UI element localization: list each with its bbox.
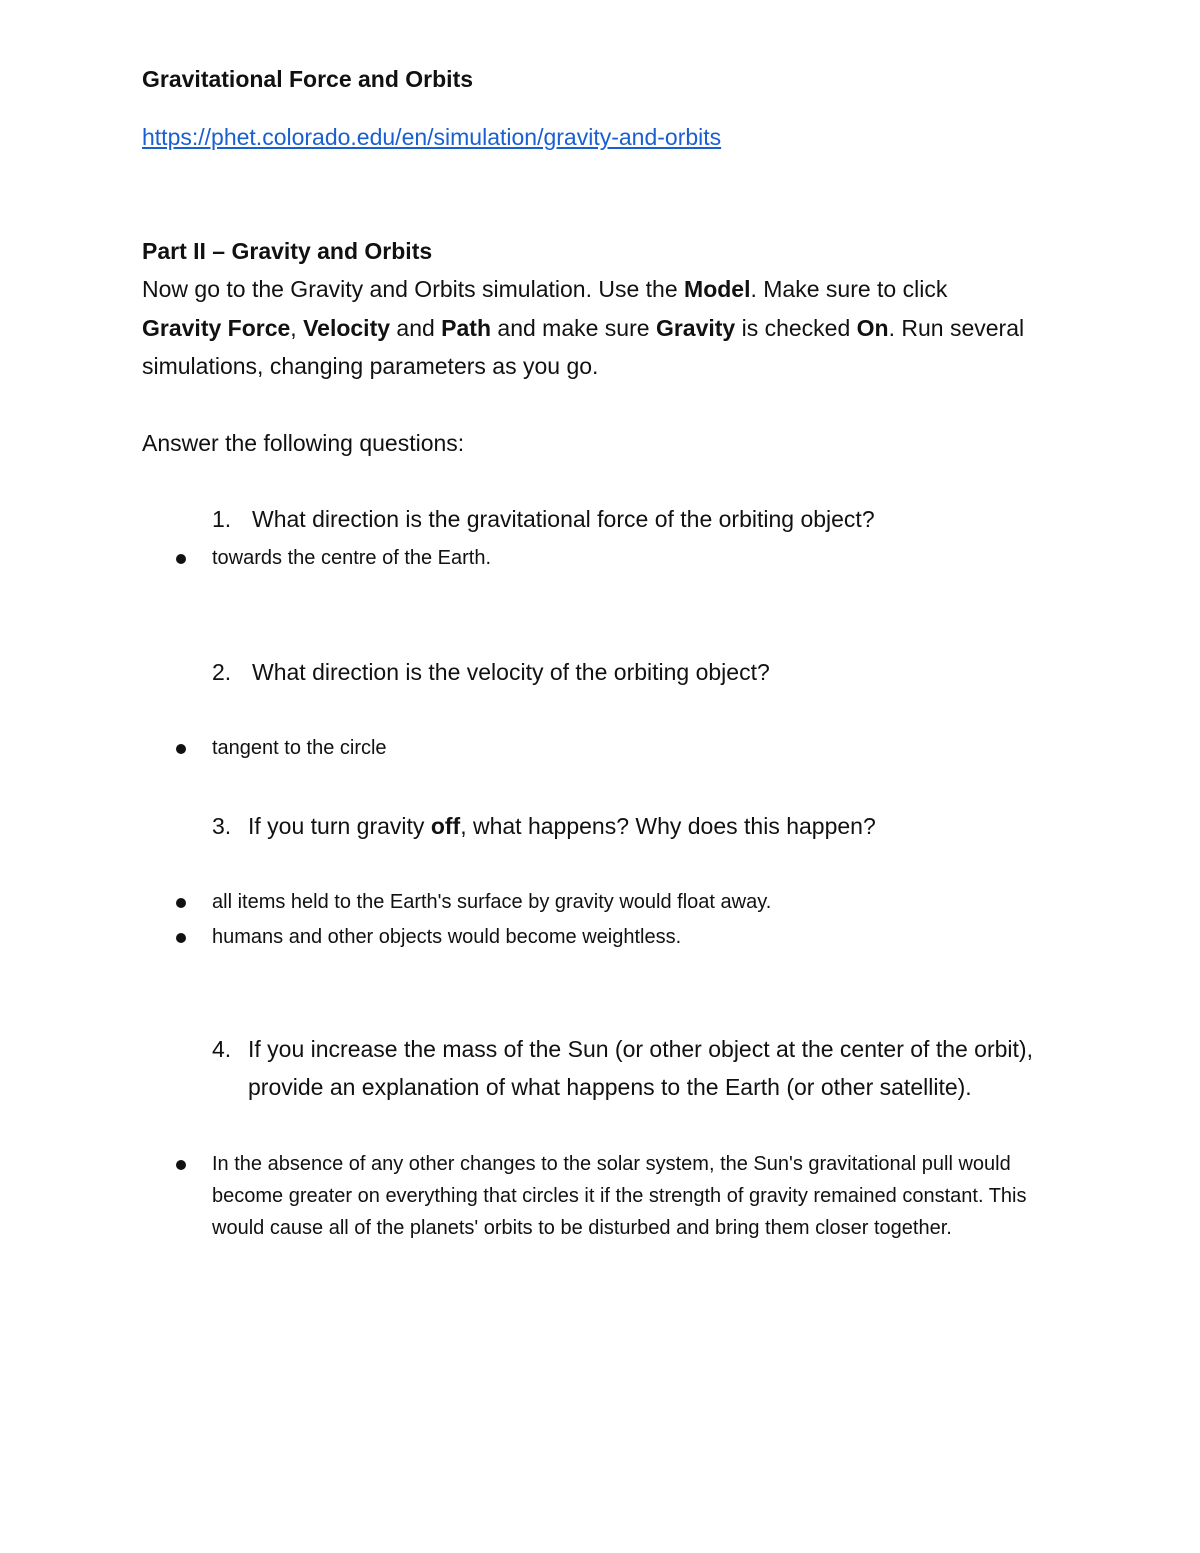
part-heading: Part II – Gravity and Orbits <box>142 238 433 264</box>
question-number: 2. <box>212 659 232 685</box>
instructions-paragraph: Now go to the Gravity and Orbits simulation. Use the Model. Make sure to click Gravity Force, Velocity and Path and make sure Gravity is checked On. Run several simulations, changing parameters as you go. <box>142 276 1025 379</box>
bullet-icon <box>176 898 186 908</box>
answer-text: tangent to the circle <box>212 737 387 759</box>
simulation-link[interactable]: https://phet.colorado.edu/en/simulation/gravity-and-orbits <box>142 124 722 150</box>
bullet-icon <box>176 744 186 754</box>
question-number: 4. <box>212 1036 232 1062</box>
question-number: 3. <box>212 813 232 839</box>
answer-text: towards the centre of the Earth. <box>212 547 492 569</box>
question-text: If you increase the mass of the Sun (or other object at the center of the orbit), provide an explanation of what happens to the Earth (or other satellite). <box>248 1036 1033 1100</box>
answer-text: all items held to the Earth's surface by gravity would float away. <box>212 891 772 913</box>
bullet-icon <box>176 1160 186 1170</box>
answer-text: humans and other objects would become weightless. <box>212 926 682 948</box>
question-text: What direction is the velocity of the orbiting object? <box>252 659 770 685</box>
question-text: What direction is the gravitational force of the orbiting object? <box>252 506 875 532</box>
document-title: Gravitational Force and Orbits <box>142 66 474 92</box>
question-number: 1. <box>212 506 232 532</box>
answer-text: In the absence of any other changes to the solar system, the Sun's gravitational pull would become greater on everything that circles it if the strength of gravity remained constant. This would cause all of the planets' orbits to be disturbed and bring them closer together. <box>212 1153 1027 1239</box>
bullet-icon <box>176 554 186 564</box>
bullet-icon <box>176 933 186 943</box>
answer-intro: Answer the following questions: <box>142 430 465 456</box>
question-text: If you turn gravity off, what happens? Why does this happen? <box>248 813 876 839</box>
